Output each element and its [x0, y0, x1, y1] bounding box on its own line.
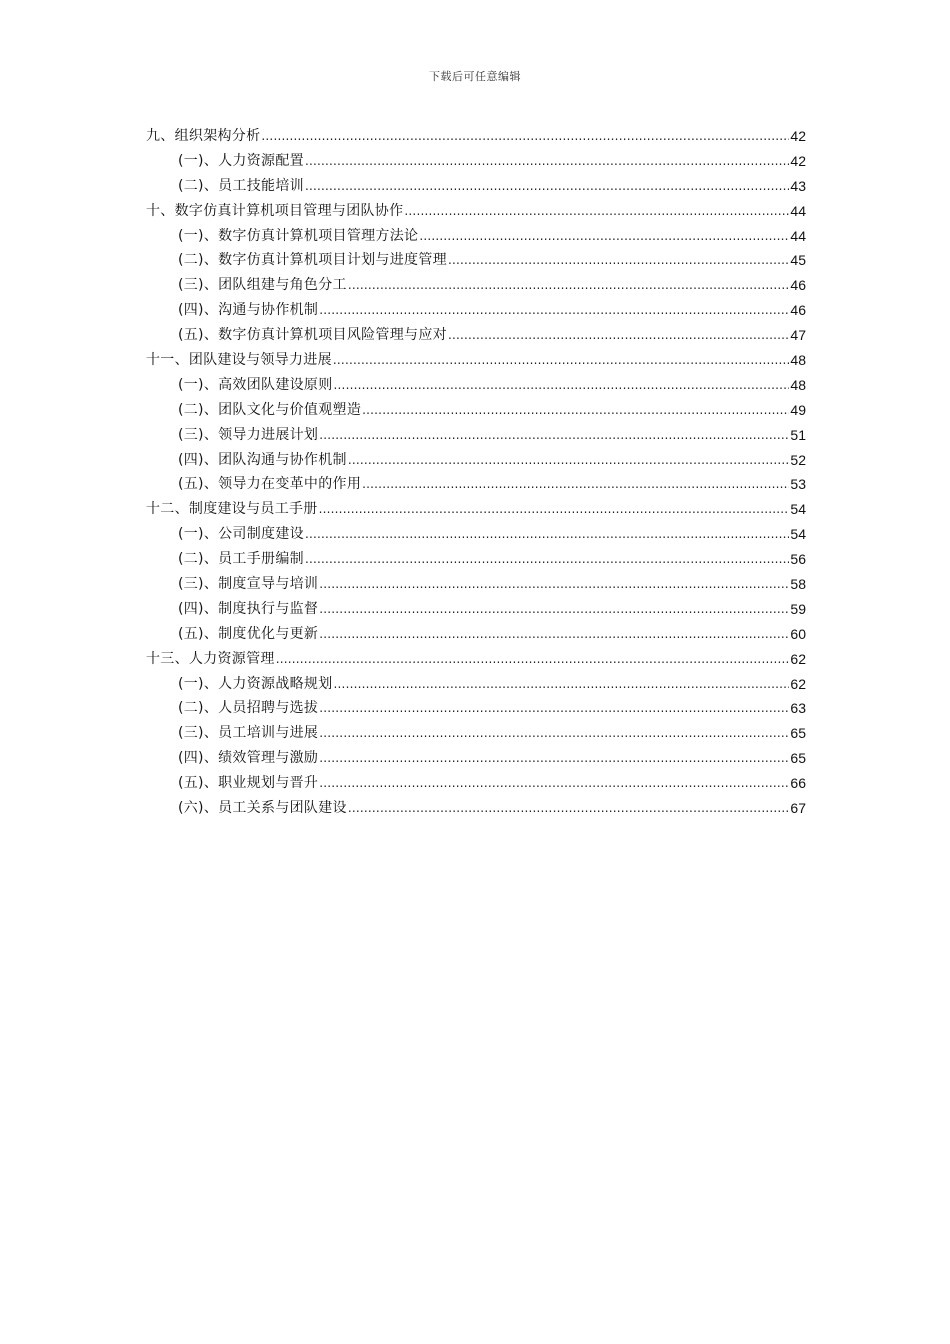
toc-page-number: 52: [790, 451, 806, 468]
toc-entry-title: 十三、人力资源管理: [146, 650, 275, 667]
toc-page-number: 62: [790, 650, 806, 667]
toc-page-number: 48: [790, 376, 806, 393]
toc-entry-title: (四)、制度执行与监督: [178, 600, 319, 617]
toc-dot-leader: [448, 248, 789, 273]
toc-dot-leader: [305, 522, 789, 547]
toc-chapter-entry[interactable]: [146, 647, 806, 672]
toc-page-number: 66: [790, 775, 806, 792]
toc-entry-title: (三)、员工培训与进展: [178, 725, 319, 742]
toc-section-entry[interactable]: [146, 373, 806, 398]
toc-chapter-entry[interactable]: [146, 124, 806, 149]
toc-entry-title: (五)、领导力在变革中的作用: [178, 476, 362, 493]
toc-section-entry[interactable]: [146, 597, 806, 622]
toc-entry-title: (一)、数字仿真计算机项目管理方法论: [178, 227, 419, 244]
toc-dot-leader: [319, 298, 789, 323]
toc-page-number: 51: [790, 426, 806, 443]
toc-entry-title: (一)、公司制度建设: [178, 526, 304, 543]
toc-page-number: 42: [790, 127, 806, 144]
toc-page-number: 53: [790, 476, 806, 493]
toc-page-number: 45: [790, 252, 806, 269]
toc-page-number: 48: [790, 352, 806, 368]
toc-page-number: 42: [790, 152, 806, 169]
toc-section-entry[interactable]: [146, 248, 806, 273]
toc-dot-leader: [319, 572, 789, 597]
toc-dot-leader: [305, 149, 789, 174]
toc-dot-leader: [419, 224, 789, 249]
toc-dot-leader: [333, 348, 790, 373]
toc-entry-title: (五)、数字仿真计算机项目风险管理与应对: [178, 327, 447, 344]
toc-chapter-entry[interactable]: [146, 348, 806, 373]
toc-dot-leader: [404, 199, 789, 224]
toc-dot-leader: [362, 472, 789, 497]
toc-section-entry[interactable]: [146, 174, 806, 199]
toc-entry-title: 九、组织架构分析: [146, 127, 261, 144]
toc-entry-title: (三)、制度宣导与培训: [178, 576, 319, 593]
toc-dot-leader: [305, 174, 789, 199]
toc-dot-leader: [319, 696, 789, 721]
toc-chapter-entry[interactable]: [146, 199, 806, 224]
toc-dot-leader: [334, 373, 790, 398]
toc-page-number: 46: [790, 302, 806, 319]
table-of-contents: [146, 124, 806, 821]
toc-entry-title: (二)、人员招聘与选拔: [178, 700, 319, 717]
toc-section-entry[interactable]: [146, 672, 806, 697]
toc-entry-title: (三)、领导力进展计划: [178, 426, 319, 443]
toc-section-entry[interactable]: [146, 721, 806, 746]
toc-dot-leader: [319, 746, 789, 771]
toc-page-number: 56: [790, 551, 806, 568]
toc-dot-leader: [348, 796, 790, 821]
toc-page-number: 54: [790, 526, 806, 543]
toc-page-number: 54: [790, 501, 806, 518]
toc-entry-title: (二)、员工手册编制: [178, 551, 304, 568]
toc-dot-leader: [319, 771, 789, 796]
toc-entry-title: 十一、团队建设与领导力进展: [146, 352, 332, 368]
toc-entry-title: (二)、员工技能培训: [178, 177, 304, 194]
toc-entry-title: (四)、绩效管理与激励: [178, 750, 319, 767]
toc-dot-leader: [305, 547, 789, 572]
toc-section-entry[interactable]: [146, 522, 806, 547]
toc-entry-title: (四)、沟通与协作机制: [178, 302, 319, 319]
toc-section-entry[interactable]: [146, 149, 806, 174]
toc-section-entry[interactable]: [146, 323, 806, 348]
toc-chapter-entry[interactable]: [146, 497, 806, 522]
toc-page-number: 44: [790, 227, 806, 244]
toc-entry-title: (三)、团队组建与角色分工: [178, 277, 347, 294]
toc-section-entry[interactable]: [146, 423, 806, 448]
toc-dot-leader: [348, 273, 790, 298]
toc-page-number: 49: [790, 401, 806, 418]
toc-page-number: 47: [790, 327, 806, 344]
page-header: 下载后可任意编辑: [429, 70, 521, 83]
toc-dot-leader: [348, 448, 790, 473]
toc-dot-leader: [276, 647, 790, 672]
toc-entry-title: (二)、团队文化与价值观塑造: [178, 401, 362, 418]
toc-page-number: 59: [790, 600, 806, 617]
toc-section-entry[interactable]: [146, 448, 806, 473]
toc-page-number: 67: [790, 800, 806, 817]
toc-entry-title: (一)、人力资源战略规划: [178, 675, 333, 692]
toc-section-entry[interactable]: [146, 771, 806, 796]
toc-section-entry[interactable]: [146, 298, 806, 323]
toc-entry-title: 十二、制度建设与员工手册: [146, 501, 318, 518]
toc-dot-leader: [319, 721, 789, 746]
toc-page-number: 63: [790, 700, 806, 717]
toc-page-number: 60: [790, 625, 806, 642]
toc-section-entry[interactable]: [146, 273, 806, 298]
toc-dot-leader: [261, 124, 789, 149]
toc-entry-title: (四)、团队沟通与协作机制: [178, 451, 347, 468]
toc-page-number: 58: [790, 576, 806, 593]
toc-section-entry[interactable]: [146, 547, 806, 572]
toc-page-number: 62: [790, 675, 806, 692]
toc-dot-leader: [319, 597, 789, 622]
toc-section-entry[interactable]: [146, 398, 806, 423]
toc-page-number: 65: [790, 750, 806, 767]
toc-dot-leader: [334, 672, 790, 697]
toc-entry-title: (五)、职业规划与晋升: [178, 775, 319, 792]
toc-page-number: 46: [790, 277, 806, 294]
toc-section-entry[interactable]: [146, 622, 806, 647]
toc-dot-leader: [319, 622, 789, 647]
toc-section-entry[interactable]: [146, 472, 806, 497]
toc-entry-title: (一)、高效团队建设原则: [178, 376, 333, 393]
toc-entry-title: (五)、制度优化与更新: [178, 625, 319, 642]
toc-section-entry[interactable]: [146, 796, 806, 821]
toc-page-number: 44: [790, 202, 806, 219]
toc-section-entry[interactable]: [146, 224, 806, 249]
toc-dot-leader: [362, 398, 789, 423]
toc-dot-leader: [448, 323, 789, 348]
toc-entry-title: (六)、员工关系与团队建设: [178, 800, 347, 817]
toc-page-number: 65: [790, 725, 806, 742]
toc-section-entry[interactable]: [146, 696, 806, 721]
toc-dot-leader: [319, 497, 790, 522]
toc-page-number: 43: [790, 177, 806, 194]
toc-section-entry[interactable]: [146, 746, 806, 771]
toc-entry-title: (一)、人力资源配置: [178, 152, 304, 169]
toc-dot-leader: [319, 423, 789, 448]
toc-section-entry[interactable]: [146, 572, 806, 597]
toc-entry-title: 十、数字仿真计算机项目管理与团队协作: [146, 202, 404, 219]
toc-entry-title: (二)、数字仿真计算机项目计划与进度管理: [178, 252, 447, 269]
